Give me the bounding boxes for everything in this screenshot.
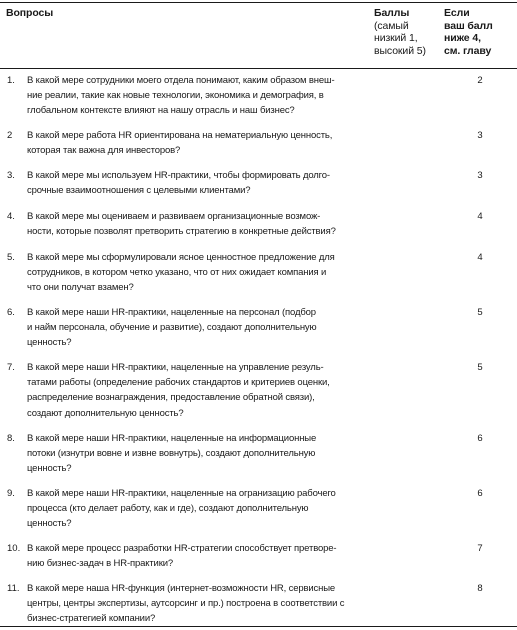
question-number: 9. — [7, 488, 15, 499]
question-text — [27, 128, 372, 158]
question-text-line: В какой мере наши HR-практики, нацеленные на огранизацию рабочего — [27, 488, 336, 499]
header-score-sub-2: низкий 1, — [374, 32, 418, 44]
chapter-reference: 6 — [477, 433, 483, 444]
question-text-line: распределение вознаграждения, предоставление обратной связи), — [27, 392, 315, 404]
question-text — [27, 360, 372, 421]
chapter-reference: 2 — [477, 75, 483, 86]
question-text — [27, 541, 372, 571]
question-text-line: В какой мере наши HR-практики, нацеленные на управление резуль- — [27, 362, 324, 373]
question-text-line: глобальном контексте влияют на нашу отрасль и наш бизнес? — [27, 105, 295, 117]
chapter-reference: 4 — [477, 252, 483, 263]
question-text-line: нию бизнес-задач в HR-практики? — [27, 558, 174, 570]
question-text-line: процесса (кто делает работу, как и где), создают дополнительную — [27, 503, 309, 515]
header-questions: Вопросы — [6, 7, 54, 19]
question-text — [27, 431, 372, 477]
question-text-line: ние реалии, такие как новые технологии, экономика и демография, в — [27, 90, 324, 102]
question-text-line: В какой мере наши HR-практики, нацеленные на информационные — [27, 433, 317, 444]
question-text-line: ности, которые позволят претворить стратегию в конкретные действия? — [27, 226, 336, 238]
question-number: 3. — [7, 170, 15, 181]
question-text-line: татами работы (определение рабочих стандартов и критериев оценки, — [27, 377, 330, 389]
question-text-line: В какой мере сотрудники моего отдела понимают, каким образом внеш- — [27, 75, 335, 86]
header-score-sub-3: высокий 5) — [374, 44, 426, 57]
question-text-line: центры, центры экспертизы, аутсорсинг и пр.) построена в соответствии с — [27, 598, 345, 610]
question-number: 11. — [7, 583, 20, 594]
header-score — [374, 7, 426, 57]
question-text-line: ценность? — [27, 337, 72, 349]
header-if-line-2: ваш балл — [444, 19, 493, 32]
header-score-title: Баллы — [374, 7, 410, 19]
question-number: 1. — [7, 75, 15, 86]
question-text-line: В какой мере мы сформулировали ясное ценностное предложение для — [27, 252, 335, 263]
chapter-reference: 5 — [477, 362, 483, 373]
question-text-line: В какой мере наши HR-практики, нацеленные на персонал (подбор — [27, 307, 316, 318]
chapter-reference: 4 — [477, 211, 483, 222]
question-number: 6. — [7, 307, 15, 318]
question-text-line: что они получат взамен? — [27, 282, 134, 294]
question-text — [27, 305, 372, 351]
question-text — [27, 209, 372, 239]
chapter-reference: 3 — [477, 130, 483, 141]
question-text — [27, 250, 372, 296]
question-text-line: В какой мере процесс разработки HR-стратегии способствует претворе- — [27, 543, 337, 554]
question-text-line: создают дополнительную ценность? — [27, 407, 184, 419]
header-if-line-3: ниже 4, — [444, 32, 481, 44]
question-number: 2 — [7, 130, 13, 141]
top-rule — [0, 2, 517, 3]
question-number: 4. — [7, 211, 15, 222]
question-text-line: и найм персонала, обучение и развитие), создают дополнительную — [27, 322, 317, 334]
question-text — [27, 486, 372, 532]
question-number: 7. — [7, 362, 15, 373]
chapter-reference: 6 — [477, 488, 483, 499]
header-if-line-4: см. главу — [444, 44, 492, 57]
chapter-reference: 3 — [477, 170, 483, 181]
chapter-reference: 5 — [477, 307, 483, 318]
question-text-line: потоки (изнутри вовне и извне вовнутрь), создают дополнительную — [27, 448, 316, 460]
question-number: 10. — [7, 543, 21, 554]
question-text-line: ценность? — [27, 463, 72, 475]
question-text-line: ценность? — [27, 518, 72, 530]
question-text-line: срочные взаимоотношения с целевыми клиентами? — [27, 185, 251, 197]
chapter-reference: 8 — [477, 583, 483, 594]
question-text — [27, 581, 372, 627]
question-text-line: бизнес-стратегией компании? — [27, 613, 156, 625]
header-rule — [0, 68, 517, 69]
question-number: 8. — [7, 433, 15, 444]
header-if-line-1: Если — [444, 7, 470, 19]
question-text-line: В какой мере мы оцениваем и развиваем организационные возмож- — [27, 211, 321, 222]
question-text-line: В какой мере наша HR-функция (интернет-возможности HR, сервисные — [27, 583, 336, 594]
question-text-line: которая так важна для инвесторов? — [27, 145, 181, 157]
header-if-below — [444, 7, 516, 57]
question-text-line: сотрудников, в котором четко указано, что от них ожидает компания и — [27, 267, 327, 279]
question-text — [27, 73, 372, 119]
question-number: 5. — [7, 252, 15, 263]
question-text-line: В какой мере работа HR ориентирована на нематериальную ценность, — [27, 130, 333, 141]
question-text — [27, 168, 372, 198]
bottom-rule — [0, 626, 517, 627]
question-text-line: В какой мере мы используем HR-практики, чтобы формировать долго- — [27, 170, 330, 181]
chapter-reference: 7 — [477, 543, 483, 554]
header-score-sub-1: (самый — [374, 19, 409, 32]
